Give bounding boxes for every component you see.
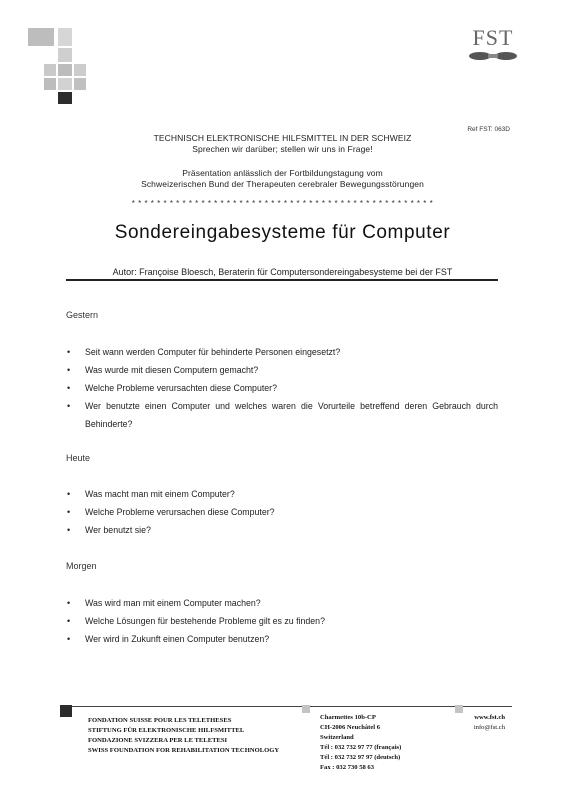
list-item: • Welche Lösungen für bestehende Probleme gilt es zu finden? xyxy=(66,612,498,630)
header-line-3: Präsentation anlässlich der Fortbildungstagung vom xyxy=(182,168,383,178)
star-separator: * * * * * * * * * * * * * * * * * * * * * * * * * * * * * * * * * * * * * * * * * * * * * * * * xyxy=(131,199,434,208)
website-link[interactable]: www.fst.ch xyxy=(474,714,505,721)
fst-logo-text: FST xyxy=(472,25,514,50)
square-shape xyxy=(58,48,72,62)
footer-address xyxy=(320,713,450,773)
header-line-2: Sprechen wir darüber; stellen wir uns in Frage! xyxy=(192,144,373,154)
list-item: • Wer benutzte einen Computer und welches waren die Vorurteile betreffend deren Gebrauch durch Behinderte? xyxy=(66,397,498,433)
page-title: Sondereingabesysteme für Computer xyxy=(114,222,451,243)
list-item: • Was macht man mit einem Computer? xyxy=(66,485,498,503)
square-shape xyxy=(58,28,72,46)
list-item: • Welche Probleme verursachten diese Computer? xyxy=(66,379,498,397)
list-morgen xyxy=(66,594,498,648)
address-line: Charmettes 10b-CP xyxy=(320,714,376,721)
footer-square xyxy=(455,705,463,713)
square-shape xyxy=(28,28,54,46)
footer-square xyxy=(60,705,72,717)
header-line-4: Schweizerischen Bund der Therapeuten cerebraler Bewegungsstörungen xyxy=(141,179,424,189)
header-line-1: TECHNISCH ELEKTRONISCHE HILFSMITTEL IN DER SCHWEIZ xyxy=(153,133,412,143)
square-shape xyxy=(44,78,56,90)
foundation-line: FONDATION SUISSE POUR LES TELETHESES xyxy=(88,717,232,724)
reference-number: Ref FST: 063D xyxy=(467,126,510,133)
list-heute xyxy=(66,485,498,539)
list-gestern xyxy=(66,343,498,433)
square-shape xyxy=(74,78,86,90)
footer-square xyxy=(302,705,310,713)
list-item: • Was wird man mit einem Computer machen? xyxy=(66,594,498,612)
footer-foundation xyxy=(88,716,298,756)
square-shape xyxy=(74,64,86,76)
list-item: • Wer benutzt sie? xyxy=(66,521,498,539)
section-heading-morgen: Morgen xyxy=(66,561,97,571)
foundation-line: FONDAZIONE SVIZZERA PER LE TELETESI xyxy=(88,737,228,744)
footer-rule xyxy=(72,706,512,707)
foundation-line: STIFTUNG FÜR ELEKTRONISCHE HILFSMITTEL xyxy=(88,727,245,734)
author-underline xyxy=(66,279,498,281)
section-heading-gestern: Gestern xyxy=(66,310,99,320)
footer-contact xyxy=(440,713,505,733)
square-shape xyxy=(58,92,72,104)
address-line: Tél : 032 732 97 77 (français) xyxy=(320,744,402,751)
list-item: • Wer wird in Zukunft einen Computer benutzen? xyxy=(66,630,498,648)
address-line: CH-2006 Neuchâtel 6 xyxy=(320,724,381,731)
foundation-line: SWISS FOUNDATION FOR REHABILITATION TECHNOLOGY xyxy=(88,747,280,754)
fst-logo xyxy=(466,26,520,66)
square-shape xyxy=(44,64,56,76)
square-shape xyxy=(58,64,72,76)
square-shape xyxy=(58,78,72,90)
email-link[interactable]: info@fst.ch xyxy=(473,724,505,731)
list-item: • Welche Probleme verursachen diese Computer? xyxy=(66,503,498,521)
address-line: Switzerland xyxy=(320,734,354,741)
section-heading-heute: Heute xyxy=(66,453,91,463)
address-line: Fax : 032 730 58 63 xyxy=(320,764,375,771)
list-item: • Was wurde mit diesen Computern gemacht? xyxy=(66,361,498,379)
author-line: Autor: Françoise Bloesch, Beraterin für Computersondereingabesysteme bei der FST xyxy=(112,267,453,277)
hands-icon xyxy=(466,50,520,62)
list-item: • Seit wann werden Computer für behinderte Personen eingesetzt? xyxy=(66,343,498,361)
address-line: Tél : 032 732 97 97 (deutsch) xyxy=(320,754,401,761)
